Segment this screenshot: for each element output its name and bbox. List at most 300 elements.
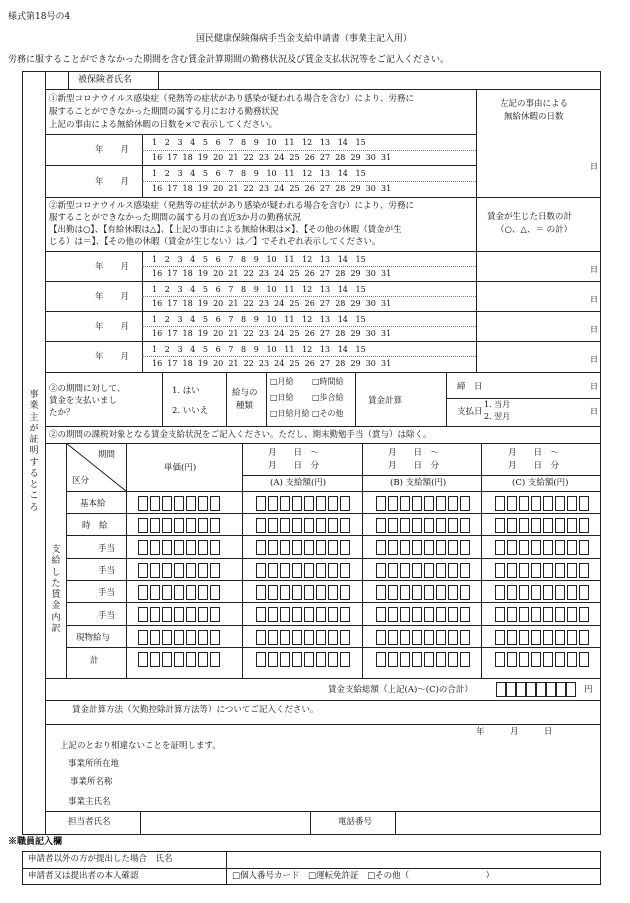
digit-cell[interactable] (460, 540, 470, 555)
amount-cells[interactable] (376, 607, 470, 622)
digit-cell[interactable] (448, 540, 458, 555)
digit-cell[interactable] (256, 540, 266, 555)
digit-cell[interactable] (150, 540, 160, 555)
digit-cell[interactable] (150, 518, 160, 533)
digit-cell[interactable] (292, 496, 302, 511)
digit-cell[interactable] (412, 496, 422, 511)
digit-cell[interactable] (186, 518, 196, 533)
digit-cell[interactable] (495, 496, 505, 511)
amount-cells[interactable] (376, 540, 470, 555)
digit-cell[interactable] (567, 563, 577, 578)
digit-cell[interactable] (268, 540, 278, 555)
digit-cell[interactable] (436, 496, 446, 511)
digit-cell[interactable] (448, 518, 458, 533)
digit-cell[interactable] (268, 563, 278, 578)
period-from-b[interactable]: 月 日 ～ (388, 448, 440, 458)
digit-cell[interactable] (567, 496, 577, 511)
digit-cell[interactable] (198, 540, 208, 555)
digit-cell[interactable] (531, 585, 541, 600)
digit-cell[interactable] (424, 540, 434, 555)
digit-cell[interactable] (460, 518, 470, 533)
digit-cell[interactable] (138, 563, 148, 578)
digit-cell[interactable] (316, 496, 326, 511)
digit-cell[interactable] (388, 518, 398, 533)
digit-cell[interactable] (531, 518, 541, 533)
digit-cell[interactable] (162, 518, 172, 533)
digit-cell[interactable] (424, 607, 434, 622)
digit-cell[interactable] (162, 630, 172, 645)
digit-cell[interactable] (436, 630, 446, 645)
digit-cell[interactable] (138, 518, 148, 533)
amount-cells[interactable] (256, 496, 350, 511)
day-numbers-row1[interactable]: 1 2 3 4 5 6 7 8 9 10 11 12 13 14 15 (152, 138, 366, 147)
digit-cell[interactable] (268, 518, 278, 533)
digit-cell[interactable] (388, 540, 398, 555)
digit-cell[interactable] (400, 630, 410, 645)
digit-cell[interactable] (507, 607, 517, 622)
day-numbers-row2[interactable]: 16 17 18 19 20 21 22 23 24 25 26 27 28 29 30 31 (152, 153, 392, 162)
amount-cells[interactable] (256, 585, 350, 600)
digit-cell[interactable] (304, 518, 314, 533)
digit-cell[interactable] (412, 652, 422, 667)
digit-cell[interactable] (424, 630, 434, 645)
digit-cell[interactable] (579, 496, 589, 511)
digit-cell[interactable] (448, 496, 458, 511)
amount-cells[interactable] (495, 540, 589, 555)
digit-cell[interactable] (316, 607, 326, 622)
digit-cell[interactable] (316, 518, 326, 533)
digit-cell[interactable] (304, 607, 314, 622)
digit-cell[interactable] (162, 607, 172, 622)
digit-cell[interactable] (292, 563, 302, 578)
digit-cell[interactable] (460, 585, 470, 600)
digit-cell[interactable] (210, 585, 220, 600)
digit-cell[interactable] (495, 540, 505, 555)
digit-cell[interactable] (507, 585, 517, 600)
digit-cell[interactable] (400, 496, 410, 511)
digit-cell[interactable] (162, 585, 172, 600)
digit-cell[interactable] (436, 585, 446, 600)
digit-cell[interactable] (316, 563, 326, 578)
digit-cell[interactable] (412, 630, 422, 645)
digit-cell[interactable] (460, 630, 470, 645)
digit-cell[interactable] (460, 563, 470, 578)
digit-cell[interactable] (376, 518, 386, 533)
digit-cell[interactable] (555, 652, 565, 667)
digit-cell[interactable] (388, 563, 398, 578)
digit-cell[interactable] (186, 496, 196, 511)
digit-cell[interactable] (292, 630, 302, 645)
digit-cell[interactable] (256, 585, 266, 600)
digit-cell[interactable] (543, 585, 553, 600)
digit-cell[interactable] (328, 585, 338, 600)
day-numbers-row2[interactable]: 16 17 18 19 20 21 22 23 24 25 26 27 28 29 30 31 (152, 329, 392, 338)
digit-cell[interactable] (555, 518, 565, 533)
digit-cell[interactable] (543, 518, 553, 533)
digit-cell[interactable] (567, 585, 577, 600)
digit-cell[interactable] (376, 540, 386, 555)
digit-cell[interactable] (210, 563, 220, 578)
digit-cell[interactable] (436, 518, 446, 533)
amount-cells[interactable] (376, 518, 470, 533)
amount-cells[interactable] (138, 496, 220, 511)
digit-cell[interactable] (316, 652, 326, 667)
digit-cell[interactable] (400, 652, 410, 667)
period-to-b[interactable]: 月 日 分 (388, 461, 440, 471)
digit-cell[interactable] (280, 540, 290, 555)
digit-cell[interactable] (531, 496, 541, 511)
digit-cell[interactable] (280, 518, 290, 533)
digit-cell[interactable] (388, 496, 398, 511)
amount-cells[interactable] (256, 540, 350, 555)
digit-cell[interactable] (376, 563, 386, 578)
amount-cells[interactable] (256, 563, 350, 578)
amount-cells[interactable] (138, 652, 220, 667)
amount-cells[interactable] (256, 630, 350, 645)
digit-cell[interactable] (424, 496, 434, 511)
digit-cell[interactable] (256, 607, 266, 622)
option-yes[interactable]: 1. はい (172, 386, 200, 396)
digit-cell[interactable] (150, 585, 160, 600)
digit-cell[interactable] (388, 630, 398, 645)
digit-cell[interactable] (340, 540, 350, 555)
digit-cell[interactable] (280, 585, 290, 600)
digit-cell[interactable] (531, 630, 541, 645)
digit-cell[interactable] (174, 585, 184, 600)
amount-cells[interactable] (376, 585, 470, 600)
period-to-a[interactable]: 月 日 分 (268, 461, 320, 471)
amount-cells[interactable] (376, 496, 470, 511)
digit-cell[interactable] (507, 496, 517, 511)
digit-cell[interactable] (531, 540, 541, 555)
check-daily[interactable]: □日給 (270, 393, 294, 402)
digit-cell[interactable] (388, 607, 398, 622)
digit-cell[interactable] (507, 518, 517, 533)
digit-cell[interactable] (412, 518, 422, 533)
day-numbers-row1[interactable]: 1 2 3 4 5 6 7 8 9 10 11 12 13 14 15 (152, 255, 366, 264)
day-numbers-row2[interactable]: 16 17 18 19 20 21 22 23 24 25 26 27 28 29 30 31 (152, 359, 392, 368)
day-numbers-row2[interactable]: 16 17 18 19 20 21 22 23 24 25 26 27 28 29 30 31 (152, 184, 392, 193)
digit-cell[interactable] (210, 518, 220, 533)
digit-cell[interactable] (340, 607, 350, 622)
digit-cell[interactable] (304, 540, 314, 555)
digit-cell[interactable] (400, 540, 410, 555)
amount-cells[interactable] (256, 607, 350, 622)
digit-cell[interactable] (280, 496, 290, 511)
digit-cell[interactable] (424, 585, 434, 600)
insured-name-input[interactable] (162, 73, 596, 87)
digit-cell[interactable] (210, 630, 220, 645)
digit-cell[interactable] (256, 518, 266, 533)
digit-cell[interactable] (495, 607, 505, 622)
digit-cell[interactable] (495, 518, 505, 533)
digit-cell[interactable] (340, 496, 350, 511)
amount-cells[interactable] (495, 563, 589, 578)
digit-cell[interactable] (280, 563, 290, 578)
digit-cell[interactable] (448, 563, 458, 578)
digit-cell[interactable] (424, 563, 434, 578)
digit-cell[interactable] (579, 563, 589, 578)
digit-cell[interactable] (507, 652, 517, 667)
digit-cell[interactable] (174, 652, 184, 667)
digit-cell[interactable] (256, 496, 266, 511)
amount-cells[interactable] (138, 563, 220, 578)
digit-cell[interactable] (280, 607, 290, 622)
digit-cell[interactable] (340, 585, 350, 600)
digit-cell[interactable] (543, 607, 553, 622)
check-monthly[interactable]: □月給 (270, 377, 294, 386)
digit-cell[interactable] (412, 563, 422, 578)
digit-cell[interactable] (567, 540, 577, 555)
check-hourly[interactable]: □時間給 (312, 377, 344, 386)
digit-cell[interactable] (436, 563, 446, 578)
digit-cell[interactable] (316, 630, 326, 645)
digit-cell[interactable] (138, 607, 148, 622)
check-daily-monthly[interactable]: □日給月給 (270, 409, 310, 418)
digit-cell[interactable] (519, 518, 529, 533)
pay-option-next-month[interactable]: 2. 翌月 (484, 412, 511, 421)
digit-cell[interactable] (519, 585, 529, 600)
digit-cell[interactable] (543, 630, 553, 645)
digit-cell[interactable] (436, 540, 446, 555)
digit-cell[interactable] (316, 540, 326, 555)
digit-cell[interactable] (424, 652, 434, 667)
digit-cell[interactable] (579, 540, 589, 555)
digit-cell[interactable] (198, 496, 208, 511)
amount-cells[interactable] (138, 585, 220, 600)
digit-cell[interactable] (495, 630, 505, 645)
digit-cell[interactable] (198, 585, 208, 600)
digit-cell[interactable] (138, 585, 148, 600)
digit-cell[interactable] (460, 496, 470, 511)
digit-cell[interactable] (579, 630, 589, 645)
digit-cell[interactable] (388, 585, 398, 600)
digit-cell[interactable] (304, 652, 314, 667)
total-wage-input[interactable] (496, 682, 576, 697)
digit-cell[interactable] (268, 652, 278, 667)
digit-cell[interactable] (292, 652, 302, 667)
digit-cell[interactable] (579, 607, 589, 622)
digit-cell[interactable] (579, 585, 589, 600)
digit-cell[interactable] (150, 630, 160, 645)
digit-cell[interactable] (292, 607, 302, 622)
digit-cell[interactable] (567, 518, 577, 533)
digit-cell[interactable] (531, 563, 541, 578)
digit-cell[interactable] (448, 607, 458, 622)
digit-cell[interactable] (138, 652, 148, 667)
digit-cell[interactable] (495, 585, 505, 600)
digit-cell[interactable] (186, 652, 196, 667)
digit-cell[interactable] (448, 630, 458, 645)
digit-cell[interactable] (198, 518, 208, 533)
digit-cell[interactable] (543, 652, 553, 667)
pay-option-this-month[interactable]: 1. 当月 (484, 400, 511, 409)
digit-cell[interactable] (567, 652, 577, 667)
digit-cell[interactable] (400, 518, 410, 533)
amount-cells[interactable] (138, 630, 220, 645)
digit-cell[interactable] (304, 585, 314, 600)
digit-cell[interactable] (280, 630, 290, 645)
amount-cells[interactable] (376, 630, 470, 645)
digit-cell[interactable] (555, 563, 565, 578)
amount-cells[interactable] (138, 607, 220, 622)
amount-cells[interactable] (138, 518, 220, 533)
digit-cell[interactable] (424, 518, 434, 533)
digit-cell[interactable] (340, 630, 350, 645)
digit-cell[interactable] (495, 652, 505, 667)
digit-cell[interactable] (150, 607, 160, 622)
digit-cell[interactable] (376, 652, 386, 667)
digit-cell[interactable] (460, 607, 470, 622)
digit-cell[interactable] (328, 540, 338, 555)
digit-cell[interactable] (328, 518, 338, 533)
digit-cell[interactable] (210, 496, 220, 511)
digit-cell[interactable] (340, 518, 350, 533)
digit-cell[interactable] (162, 540, 172, 555)
digit-cell[interactable] (448, 585, 458, 600)
digit-cell[interactable] (174, 496, 184, 511)
digit-cell[interactable] (531, 607, 541, 622)
digit-cell[interactable] (198, 630, 208, 645)
digit-cell[interactable] (328, 563, 338, 578)
digit-cell[interactable] (210, 607, 220, 622)
digit-cell[interactable] (543, 496, 553, 511)
period-from-c[interactable]: 月 日 ～ (508, 448, 560, 458)
digit-cell[interactable] (268, 496, 278, 511)
digit-cell[interactable] (400, 607, 410, 622)
amount-cells[interactable] (138, 540, 220, 555)
amount-cells[interactable] (256, 652, 350, 667)
digit-cell[interactable] (292, 540, 302, 555)
digit-cell[interactable] (436, 652, 446, 667)
digit-cell[interactable] (519, 563, 529, 578)
digit-cell[interactable] (174, 607, 184, 622)
digit-cell[interactable] (412, 585, 422, 600)
amount-cells[interactable] (495, 518, 589, 533)
digit-cell[interactable] (328, 630, 338, 645)
amount-cells[interactable] (495, 652, 589, 667)
digit-cell[interactable] (304, 563, 314, 578)
amount-cells[interactable] (256, 518, 350, 533)
digit-cell[interactable] (328, 496, 338, 511)
digit-cell[interactable] (567, 607, 577, 622)
id-verification-checks[interactable]: □個人番号カード □運転免許証 □その他（ ） (232, 871, 495, 881)
digit-cell[interactable] (579, 652, 589, 667)
digit-cell[interactable] (174, 540, 184, 555)
digit-cell[interactable] (210, 540, 220, 555)
day-numbers-row2[interactable]: 16 17 18 19 20 21 22 23 24 25 26 27 28 29 30 31 (152, 269, 392, 278)
check-commission[interactable]: □歩合給 (312, 393, 344, 402)
digit-cell[interactable] (376, 630, 386, 645)
digit-cell[interactable] (198, 563, 208, 578)
digit-cell[interactable] (543, 563, 553, 578)
digit-cell[interactable] (436, 607, 446, 622)
digit-cell[interactable] (280, 652, 290, 667)
digit-cell[interactable] (519, 652, 529, 667)
digit-cell[interactable] (519, 607, 529, 622)
digit-cell[interactable] (543, 540, 553, 555)
period-to-c[interactable]: 月 日 分 (508, 461, 560, 471)
digit-cell[interactable] (460, 652, 470, 667)
digit-cell[interactable] (268, 607, 278, 622)
digit-cell[interactable] (376, 585, 386, 600)
digit-cell[interactable] (198, 607, 208, 622)
certify-date[interactable]: 年 月 日 (476, 727, 553, 737)
digit-cell[interactable] (210, 652, 220, 667)
day-numbers-row1[interactable]: 1 2 3 4 5 6 7 8 9 10 11 12 13 14 15 (152, 169, 366, 178)
digit-cell[interactable] (198, 652, 208, 667)
digit-cell[interactable] (268, 630, 278, 645)
digit-cell[interactable] (519, 496, 529, 511)
wage-method-input[interactable] (70, 716, 596, 724)
digit-cell[interactable] (328, 652, 338, 667)
digit-cell[interactable] (495, 563, 505, 578)
day-numbers-row1[interactable]: 1 2 3 4 5 6 7 8 9 10 11 12 13 14 15 (152, 315, 366, 324)
check-other[interactable]: □その他 (312, 409, 344, 418)
digit-cell[interactable] (186, 563, 196, 578)
digit-cell[interactable] (412, 607, 422, 622)
digit-cell[interactable] (162, 652, 172, 667)
digit-cell[interactable] (340, 652, 350, 667)
digit-cell[interactable] (138, 540, 148, 555)
digit-cell[interactable] (186, 540, 196, 555)
digit-cell[interactable] (256, 652, 266, 667)
digit-cell[interactable] (400, 563, 410, 578)
digit-cell[interactable] (328, 607, 338, 622)
amount-cells[interactable] (495, 585, 589, 600)
digit-cell[interactable] (138, 630, 148, 645)
digit-cell[interactable] (555, 630, 565, 645)
digit-cell[interactable] (519, 630, 529, 645)
amount-cells[interactable] (495, 630, 589, 645)
digit-cell[interactable] (400, 585, 410, 600)
digit-cell[interactable] (186, 607, 196, 622)
digit-cell[interactable] (256, 630, 266, 645)
digit-cell[interactable] (174, 563, 184, 578)
day-numbers-row1[interactable]: 1 2 3 4 5 6 7 8 9 10 11 12 13 14 15 (152, 285, 366, 294)
digit-cell[interactable] (555, 585, 565, 600)
amount-cells[interactable] (495, 607, 589, 622)
day-numbers-row1[interactable]: 1 2 3 4 5 6 7 8 9 10 11 12 13 14 15 (152, 345, 366, 354)
digit-cell[interactable] (150, 496, 160, 511)
digit-cell[interactable] (304, 496, 314, 511)
digit-cell[interactable] (567, 630, 577, 645)
digit-cell[interactable] (304, 630, 314, 645)
digit-cell[interactable] (268, 585, 278, 600)
digit-cell[interactable] (376, 496, 386, 511)
digit-cell[interactable] (555, 607, 565, 622)
digit-cell[interactable] (150, 563, 160, 578)
day-numbers-row2[interactable]: 16 17 18 19 20 21 22 23 24 25 26 27 28 29 30 31 (152, 299, 392, 308)
digit-cell[interactable] (448, 652, 458, 667)
digit-cell[interactable] (162, 496, 172, 511)
digit-cell[interactable] (388, 652, 398, 667)
digit-cell[interactable] (316, 585, 326, 600)
digit-cell[interactable] (531, 652, 541, 667)
digit-cell[interactable] (186, 630, 196, 645)
digit-cell[interactable] (507, 563, 517, 578)
digit-cell[interactable] (186, 585, 196, 600)
digit-cell[interactable] (579, 518, 589, 533)
option-no[interactable]: 2. いいえ (172, 406, 209, 416)
digit-cell[interactable] (174, 630, 184, 645)
digit-cell[interactable] (174, 518, 184, 533)
digit-cell[interactable] (292, 518, 302, 533)
amount-cells[interactable] (376, 652, 470, 667)
digit-cell[interactable] (555, 496, 565, 511)
digit-cell[interactable] (340, 563, 350, 578)
digit-cell[interactable] (507, 630, 517, 645)
